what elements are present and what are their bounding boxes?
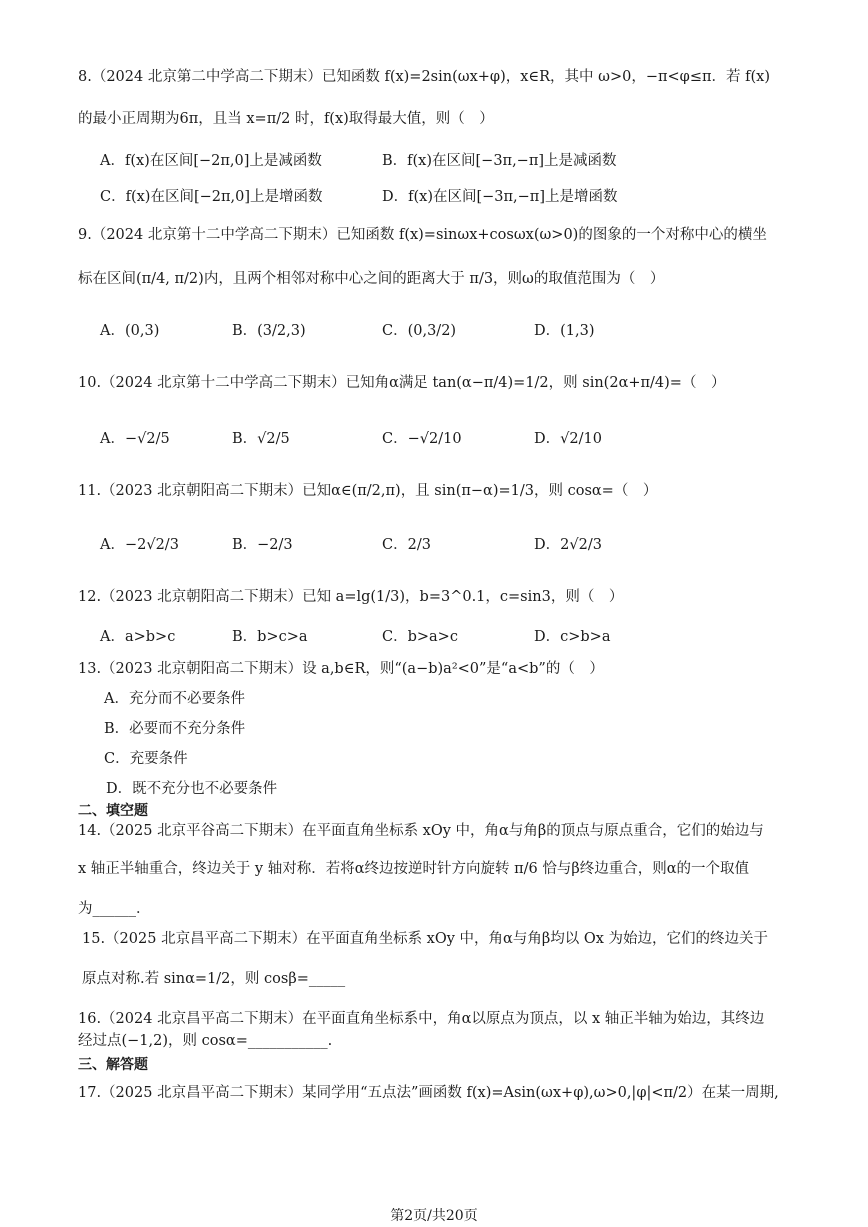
q16-stem-line1: 16.（2024 北京昌平高二下期末）在平面直角坐标系中，角α以原点为顶点，以 x 轴正半轴为始边，其终边 [78,1011,765,1027]
q15-stem-line2: 原点对称.若 sinα=1/2，则 cosβ=_____ [82,971,346,987]
q13-option-d: D．既不充分也不必要条件 [106,781,278,797]
section-fill-in-heading: 二、填空题 [78,803,148,819]
q13-option-a: A．充分而不必要条件 [104,691,245,707]
q8-option-b: B．f(x)在区间[−3π,−π]上是减函数 [382,153,617,169]
page-number-footer: 第2页/共20页 [390,1208,478,1224]
q11-stem: 11.（2023 北京朝阳高二下期末）已知α∈(π/2,π)，且 sin(π−α)=1/3，则 cosα=（ ） [78,483,658,499]
q11-option-b: B．−2/3 [232,537,293,553]
q8-option-d: D．f(x)在区间[−3π,−π]上是增函数 [382,189,618,205]
q12-option-a: A．a>b>c [100,629,176,645]
q11-option-c: C．2/3 [382,537,431,553]
q14-stem-line1: 14.（2025 北京平谷高二下期末）在平面直角坐标系 xOy 中，角α与角β的顶点与原点重合，它们的始边与 [78,823,764,839]
q11-option-d: D．2√2/3 [534,537,602,553]
q12-option-d: D．c>b>a [534,629,611,645]
q10-option-c: C．−√2/10 [382,431,462,447]
q13-option-c: C．充要条件 [104,751,188,767]
q14-stem-line2: x 轴正半轴重合，终边关于 y 轴对称．若将α终边按逆时针方向旋转 π/6 恰与β终边重合，则α的一个取值 [78,861,750,877]
q8-option-c: C．f(x)在区间[−2π,0]上是增函数 [100,189,323,205]
q9-option-a: A．(0,3) [100,323,160,339]
q9-option-b: B．(3/2,3) [232,323,306,339]
q9-stem-line1: 9.（2024 北京第十二中学高二下期末）已知函数 f(x)=sinωx+cosωx(ω>0)的图象的一个对称中心的横坐 [78,227,767,243]
q13-option-b: B．必要而不充分条件 [104,721,246,737]
q10-stem: 10.（2024 北京第十二中学高二下期末）已知角α满足 tan(α−π/4)=1/2，则 sin(2α+π/4)=（ ） [78,375,726,391]
q17-stem-line1: 17.（2025 北京昌平高二下期末）某同学用“五点法”画函数 f(x)=Asin(ωx+φ),ω>0,|φ|<π/2）在某一周期, [78,1085,779,1101]
q12-option-b: B．b>c>a [232,629,308,645]
q15-stem-line1: 15.（2025 北京昌平高二下期末）在平面直角坐标系 xOy 中，角α与角β均以 Ox 为始边，它们的终边关于 [82,931,768,947]
q12-option-c: C．b>a>c [382,629,458,645]
q12-stem: 12.（2023 北京朝阳高二下期末）已知 a=lg(1/3)，b=3^0.1，c=sin3，则（ ） [78,589,624,605]
q16-stem-line2: 经过点(−1,2)，则 cosα=___________. [78,1033,333,1049]
q14-stem-line3: 为______． [78,901,151,917]
q10-option-d: D．√2/10 [534,431,602,447]
q10-option-b: B．√2/5 [232,431,290,447]
q8-option-a: A．f(x)在区间[−2π,0]上是减函数 [100,153,322,169]
q11-option-a: A．−2√2/3 [100,537,179,553]
q13-stem: 13.（2023 北京朝阳高二下期末）设 a,b∈R，则“(a−b)a²<0”是“a<b”的（ ） [78,661,604,677]
q9-option-c: C．(0,3/2) [382,323,457,339]
q8-stem-line2: 的最小正周期为6π，且当 x=π/2 时，f(x)取得最大值，则（ ） [78,111,494,127]
section-answer-heading: 三、解答题 [78,1057,148,1073]
q8-stem-line1: 8.（2024 北京第二中学高二下期末）已知函数 f(x)=2sin(ωx+φ)，x∈R，其中 ω>0，−π<φ≤π．若 f(x) [78,69,770,85]
q10-option-a: A．−√2/5 [100,431,170,447]
q9-stem-line2: 标在区间(π/4, π/2)内，且两个相邻对称中心之间的距离大于 π/3，则ω的取值范围为（ ） [78,271,665,287]
q9-option-d: D．(1,3) [534,323,595,339]
